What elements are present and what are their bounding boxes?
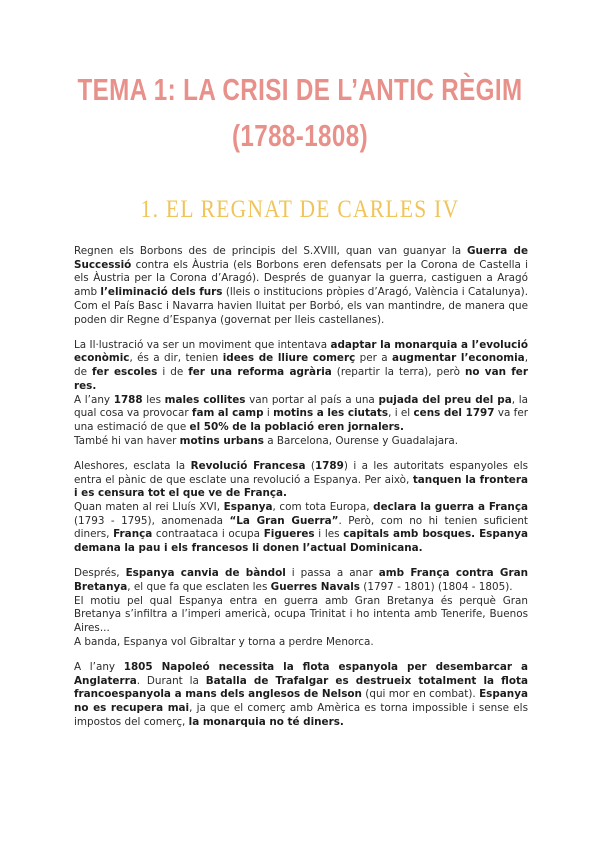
text-run: , la qual cosa va provocar [74, 393, 528, 420]
bold-text: 1788 [113, 393, 143, 406]
bold-text: pujada del preu del pa [378, 393, 512, 406]
bold-text: Batalla de Trafalgar es destrueix totalment la flota francoespanyola a mans dels anglesos de Nelson [74, 674, 528, 701]
paragraph-line [74, 435, 528, 449]
section-heading: 1. EL REGNAT DE CARLES IV [140, 196, 460, 223]
text-run: La Il·lustració va ser un moviment que intentava [74, 338, 331, 351]
bold-text: 1789 [314, 459, 344, 472]
bold-text: Espanya no es recupera mai [74, 688, 528, 715]
text-run: Regnen els Borbons des de principis del S.XVIII, quan van guanyar la [74, 245, 468, 257]
bold-text: Guerres Navals [270, 580, 360, 593]
bold-text: capitals amb bosques. Espanya demana la pau i els francesos li donen l’actual Dominicana. [74, 528, 528, 555]
paragraph-line [74, 501, 528, 556]
bold-text: adaptar la monarquia a l’evolució econòmic [74, 338, 528, 365]
text-run: Aleshores, esclata la [74, 459, 191, 472]
paragraph [74, 245, 528, 327]
bold-text: 1805 Napoleó necessita la flota espanyola per desembarcar a Anglaterra [74, 660, 528, 687]
text-run: (lleis o institucions pròpies d’Aragó, València i Catalunya). Com el País Basc i Navarra havien lluitat per Borbó, els van mantindre, de manera que poden dir Regne d’Espanya (governat per lleis castellanes). [74, 286, 529, 326]
bold-text: el 50% de la població eren jornalers. [189, 420, 404, 433]
text-run: i de [157, 366, 189, 379]
text-run: (1797 - 1801) (1804 - 1805). [359, 580, 513, 593]
text-run: (qui mor en combat). [361, 688, 480, 701]
bold-text: Revolució Francesa [190, 459, 306, 472]
text-run: (1793 - 1795), anomenada [74, 514, 230, 527]
bold-text: Figueres [263, 528, 315, 541]
text-run: i les [314, 528, 344, 541]
bold-text: fer una reforma agrària [188, 366, 332, 379]
text-run: , com tota Europa, [272, 500, 374, 513]
text-run: , i el [388, 407, 414, 420]
text-run: A banda, Espanya vol Gibraltar y torna a perdre Menorca. [74, 635, 374, 648]
text-run: A l’any [74, 660, 124, 673]
body-text [74, 245, 528, 741]
text-run: . Però, com no hi tenien suficient diners, [74, 514, 528, 541]
bold-text: fer escoles [92, 366, 158, 379]
paragraph [74, 339, 528, 449]
text-run: El motiu pel qual Espanya entra en guerra amb Gran Bretanya és perquè Gran Bretanya s’infiltra a l’imperi americà, ocupa Trinitat i ho intenta amb Tenerife, Buenos Aires... [74, 594, 528, 635]
text-run: , ja que el comerç amb Amèrica es torna impossible i sense els impostos del comerç, [74, 702, 528, 728]
bold-text: cens del 1797 [413, 407, 495, 420]
paragraph [74, 661, 528, 730]
page-title: TEMA 1: LA CRISI DE L’ANTIC RÈGIM [77, 72, 523, 107]
text-run: Quan maten al rei Lluís XVI, [74, 500, 224, 513]
paragraph-line [74, 567, 528, 594]
text-run: També hi van haver [74, 434, 180, 447]
bold-text: males collites [164, 393, 246, 406]
text-run: van portar al país a una [245, 393, 379, 406]
text-run: ( [305, 459, 315, 472]
paragraph-line [74, 595, 528, 636]
bold-text: tanquen la frontera i es censura tot el que ve de França. [74, 473, 528, 500]
text-run: les [142, 393, 165, 406]
text-run: , el que fa que esclaten les [127, 580, 271, 593]
bold-text: no van fer res. [74, 366, 528, 392]
bold-text: Espanya [223, 500, 273, 513]
page-title-dates: (1788-1808) [231, 118, 369, 153]
bold-text: l’eliminació dels furs [100, 286, 223, 299]
paragraph [74, 460, 528, 556]
text-run: A l’any [74, 393, 114, 406]
paragraph-line [74, 636, 528, 650]
text-run: (repartir la terra), però [331, 366, 465, 379]
paragraph-line [74, 394, 528, 435]
bold-text: augmentar l’economia [392, 352, 525, 365]
text-run: . Durant la [136, 674, 206, 687]
bold-text: amb França contra Gran Bretanya [74, 567, 528, 593]
text-run: a Barcelona, Ourense y Guadalajara. [263, 434, 459, 447]
bold-text: motins urbans [179, 434, 264, 447]
text-run: i passa a anar [285, 567, 379, 580]
bold-text: França [113, 528, 153, 541]
paragraph [74, 567, 528, 649]
bold-text: la monarquia no té diners. [188, 715, 344, 728]
text-run: per a [355, 352, 392, 365]
text-run: , és a dir, tenien [129, 352, 223, 365]
paragraph-line [74, 661, 528, 730]
bold-text: declara la guerra a França [373, 500, 529, 513]
text-run: contra els Àustria (els Borbons eren defensats per la Corona de Castella i els Àustria per la Corona d’Aragó). Després de guanyar la guerra, castiguen a Aragó amb [74, 258, 528, 299]
bold-text: motins a les ciutats [273, 407, 389, 420]
text-run: , de [74, 352, 529, 379]
paragraph-line [74, 339, 528, 394]
paragraph-line [74, 245, 528, 327]
text-run: ) i a les autoritats espanyoles els entra el pànic de que esclate una revolució a Espanya. Per això, [74, 459, 529, 486]
paragraph-line [74, 460, 528, 501]
text-run: va fer una estimació de que [74, 407, 528, 433]
bold-text: idees de lliure comerç [222, 352, 356, 365]
text-run: contraataca i ocupa [152, 528, 264, 541]
bold-text: Guerra de Successió [74, 245, 528, 271]
text-run: Després, [74, 567, 126, 580]
bold-text: Espanya canvia de bàndol [125, 567, 286, 580]
bold-text: fam al camp [191, 407, 264, 420]
text-run: i [263, 407, 274, 420]
bold-text: “La Gran Guerra” [229, 514, 339, 527]
